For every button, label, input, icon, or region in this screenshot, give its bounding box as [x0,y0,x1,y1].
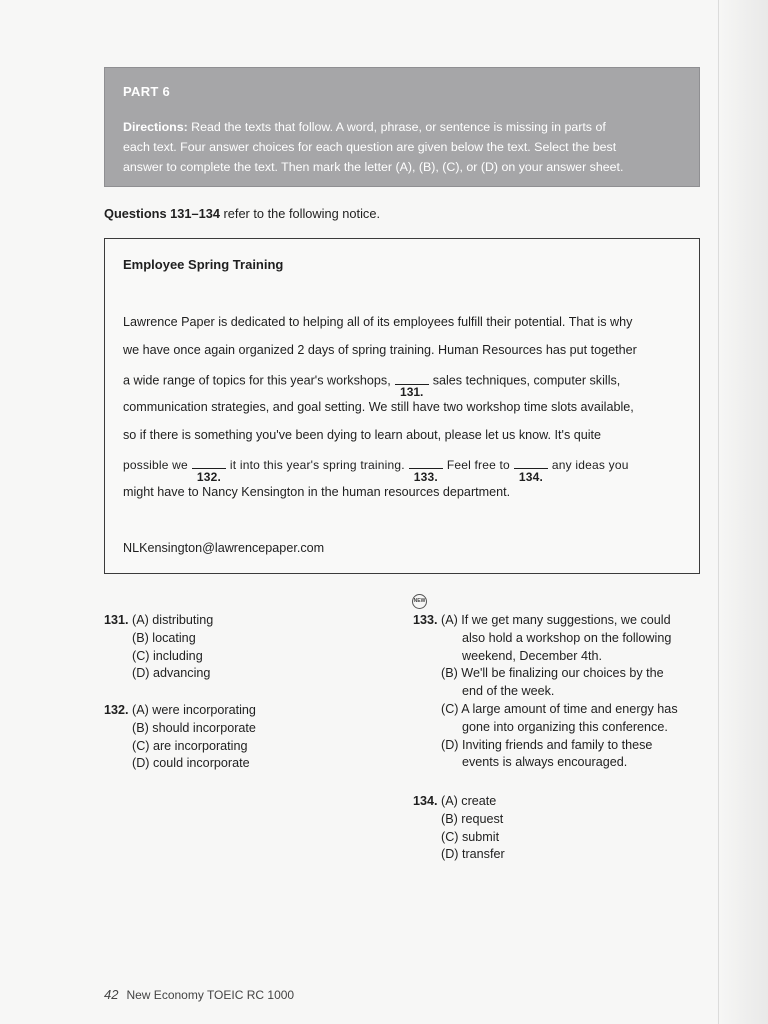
q132-option-b[interactable]: (B) should incorporate [132,720,256,735]
notice-line-1: Lawrence Paper is dedicated to helping all of its employees fulfill their potential. That is why [123,315,633,329]
blank-133 [409,456,443,484]
notice-line-3b: sales techniques, computer skills, [432,373,621,388]
q134-option-a[interactable]: (A) create [441,794,497,808]
q133-option-a-line-3: weekend, December 4th. [462,648,603,663]
q133-option-d[interactable]: (D) Inviting friends and family to these [441,737,653,752]
page-footer [104,987,294,1002]
q134-option-b[interactable]: (B) request [441,811,504,826]
q133-option-c-line-2: gone into organizing this conference. [462,719,668,734]
question-134-number: 134. [413,794,438,808]
q131-option-c[interactable]: (C) including [132,648,203,663]
question-132-number: 132. [104,703,129,717]
question-133-number: 133. [413,613,438,627]
book-title: New Economy TOEIC RC 1000 [126,988,295,1002]
part6-banner [104,67,700,187]
blank-132-number: 132. [196,470,221,484]
question-131-number: 131. [104,613,129,627]
notice-line-6c: Feel free to [446,458,510,472]
notice-email: NLKensington@lawrencepaper.com [123,541,325,555]
notice-line-6d: any ideas you [551,458,629,472]
q133-option-c[interactable]: (C) A large amount of time and energy has [441,701,678,716]
questions-reference [104,206,380,221]
notice-line-6b: it into this year's spring training. [229,458,405,472]
page-number: 42 [104,987,119,1002]
question-133 [413,612,678,772]
blank-133-number: 133. [413,470,438,484]
part-title: PART 6 [123,84,171,99]
q133-option-b[interactable]: (B) We'll be finalizing our choices by the [441,666,664,681]
notice-line-7: might have to Nancy Kensington in the human resources department. [123,485,511,499]
q133-option-d-line-2: events is always encouraged. [462,755,628,770]
question-132 [104,702,256,773]
notice-line-6 [123,456,629,484]
q133-option-b-line-2: end of the week. [462,684,555,699]
directions [123,117,681,177]
reference-text: refer to the following notice. [219,206,381,221]
blank-134 [514,456,548,484]
page-spine-line [718,0,719,1024]
question-131 [104,612,213,683]
notice-line-2: we have once again organized 2 days of spring training. Human Resources has put together [123,343,637,357]
q131-option-b[interactable]: (B) locating [132,630,196,645]
page-spine-shadow [716,0,768,1024]
notice-line-6a: possible we [123,458,188,472]
directions-line-2: each text. Four answer choices for each question are given below the text. Select the best [123,140,617,154]
new-question-icon: NEW [412,594,427,609]
notice-title: Employee Spring Training [123,257,284,272]
blank-132 [192,456,226,484]
q132-option-d[interactable]: (D) could incorporate [132,756,250,771]
notice-box [104,238,700,574]
notice-line-3a: a wide range of topics for this year's workshops, [123,373,391,388]
blank-131-number: 131. [400,385,424,399]
q133-option-a-line-2: also hold a workshop on the following [462,630,672,645]
notice-line-5: so if there is something you've been dying to learn about, please let us know. It's quite [123,428,602,442]
question-range: Questions 131–134 [104,206,220,221]
q132-option-a[interactable]: (A) were incorporating [132,703,256,717]
directions-label: Directions: [123,120,188,134]
blank-134-number: 134. [518,470,543,484]
notice-line-4: communication strategies, and goal setting. We still have two workshop time slots available, [123,400,634,414]
q131-option-a[interactable]: (A) distributing [132,613,214,627]
q132-option-c[interactable]: (C) are incorporating [132,738,248,753]
q131-option-d[interactable]: (D) advancing [132,666,211,681]
q134-option-d[interactable]: (D) transfer [441,847,505,862]
q133-option-a[interactable]: (A) If we get many suggestions, we could [441,613,671,627]
directions-line-1: Read the texts that follow. A word, phrase, or sentence is missing in parts of [187,120,606,134]
question-134 [413,793,505,864]
notice-line-3 [123,371,621,399]
directions-line-3: answer to complete the text. Then mark the letter (A), (B), (C), or (D) on your answer sheet. [123,160,624,174]
q134-option-c[interactable]: (C) submit [441,829,500,844]
blank-131 [395,371,429,399]
